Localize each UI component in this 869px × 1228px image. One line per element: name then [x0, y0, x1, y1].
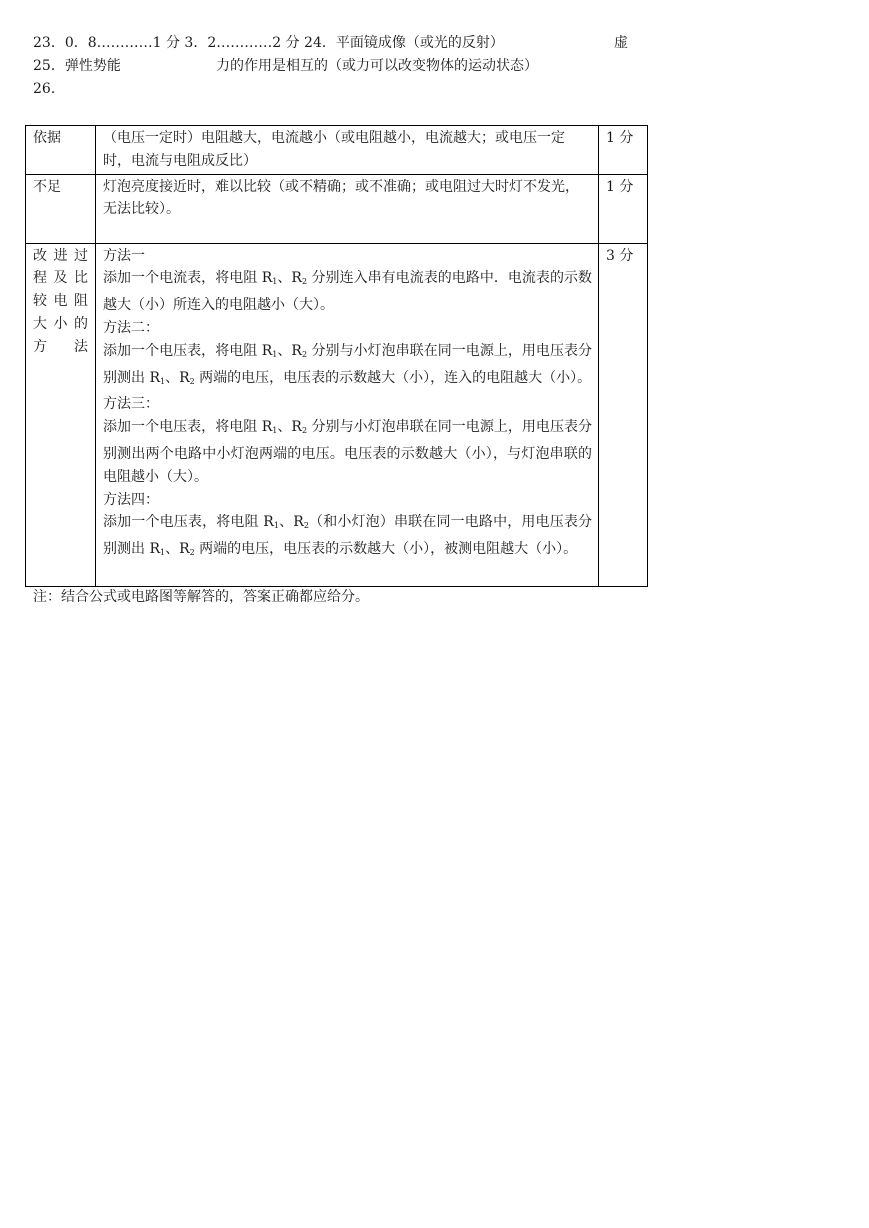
- answer-26-number: 26．: [33, 81, 65, 97]
- answer-25-part2: 力的作用是相互的（或力可以改变物体的运动状态）: [216, 58, 538, 74]
- row-content-improvement: [96, 243, 599, 586]
- row-label-basis: 依据: [26, 126, 96, 175]
- row-score-improvement: 3 分: [599, 243, 648, 586]
- method-3-title: 方法三：: [103, 396, 159, 413]
- row-label-improvement: 改进过程及比较电阻大小的方法: [26, 243, 96, 586]
- row-content-shortcoming: 灯泡亮度接近时，难以比较（或不精确；或不准确；或电阻过大时灯不发光，无法比较）。: [96, 174, 599, 243]
- method-1-title: 方法一: [103, 247, 145, 264]
- answer-25-part1: 25．弹性势能: [33, 58, 121, 74]
- method-4-body: 添加一个电压表，将电阻 $R_1$、$R_2$（和小灯泡）串联在同一电路中，用电压表分别测出 $R_1$、$R_2$ 两端的电压，电压表的示数越大（小），被测电阻越大（小）。: [103, 514, 593, 558]
- answer-24-tail: 虚: [614, 35, 628, 51]
- table-row-improvement: [26, 243, 648, 586]
- row-label-shortcoming: 不足: [26, 174, 96, 243]
- method-3-body: 添加一个电压表，将电阻 $R_1$、$R_2$ 分别与小灯泡串联在同一电源上，用电压表分别测出两个电路中小灯泡两端的电压。电压表的示数越大（小），与灯泡串联的电阻越小（大）。: [103, 419, 592, 485]
- table-row-basis: [26, 126, 648, 175]
- row-score-shortcoming: 1 分: [599, 174, 648, 243]
- answer-line-23-24: 23．0．8…………1 分 3．2…………2 分 24．平面镜成像（或光的反射）: [33, 35, 504, 51]
- table-row-shortcoming: [26, 174, 648, 243]
- row-score-basis: 1 分: [599, 126, 648, 175]
- method-2-body: 添加一个电压表，将电阻 $R_1$、$R_2$ 分别与小灯泡串联在同一电源上，用电压表分别测出 $R_1$、$R_2$ 两端的电压，电压表的示数越大（小），连入的电阻越大（小）。: [103, 342, 592, 386]
- method-1-body: 添加一个电流表，将电阻 $R_1$、$R_2$ 分别连入串有电流表的电路中．电流表的示数越大（小）所连入的电阻越小（大）。: [103, 270, 592, 314]
- row-content-basis: （电压一定时）电阻越大，电流越小（或电阻越小，电流越大；或电压一定时，电流与电阻成反比）: [96, 126, 599, 175]
- method-4-title: 方法四：: [103, 491, 159, 508]
- method-2-title: 方法二：: [103, 319, 159, 336]
- answer-table: [25, 125, 648, 587]
- grading-note: 注：结合公式或电路图等解答的，答案正确都应给分。: [33, 589, 369, 605]
